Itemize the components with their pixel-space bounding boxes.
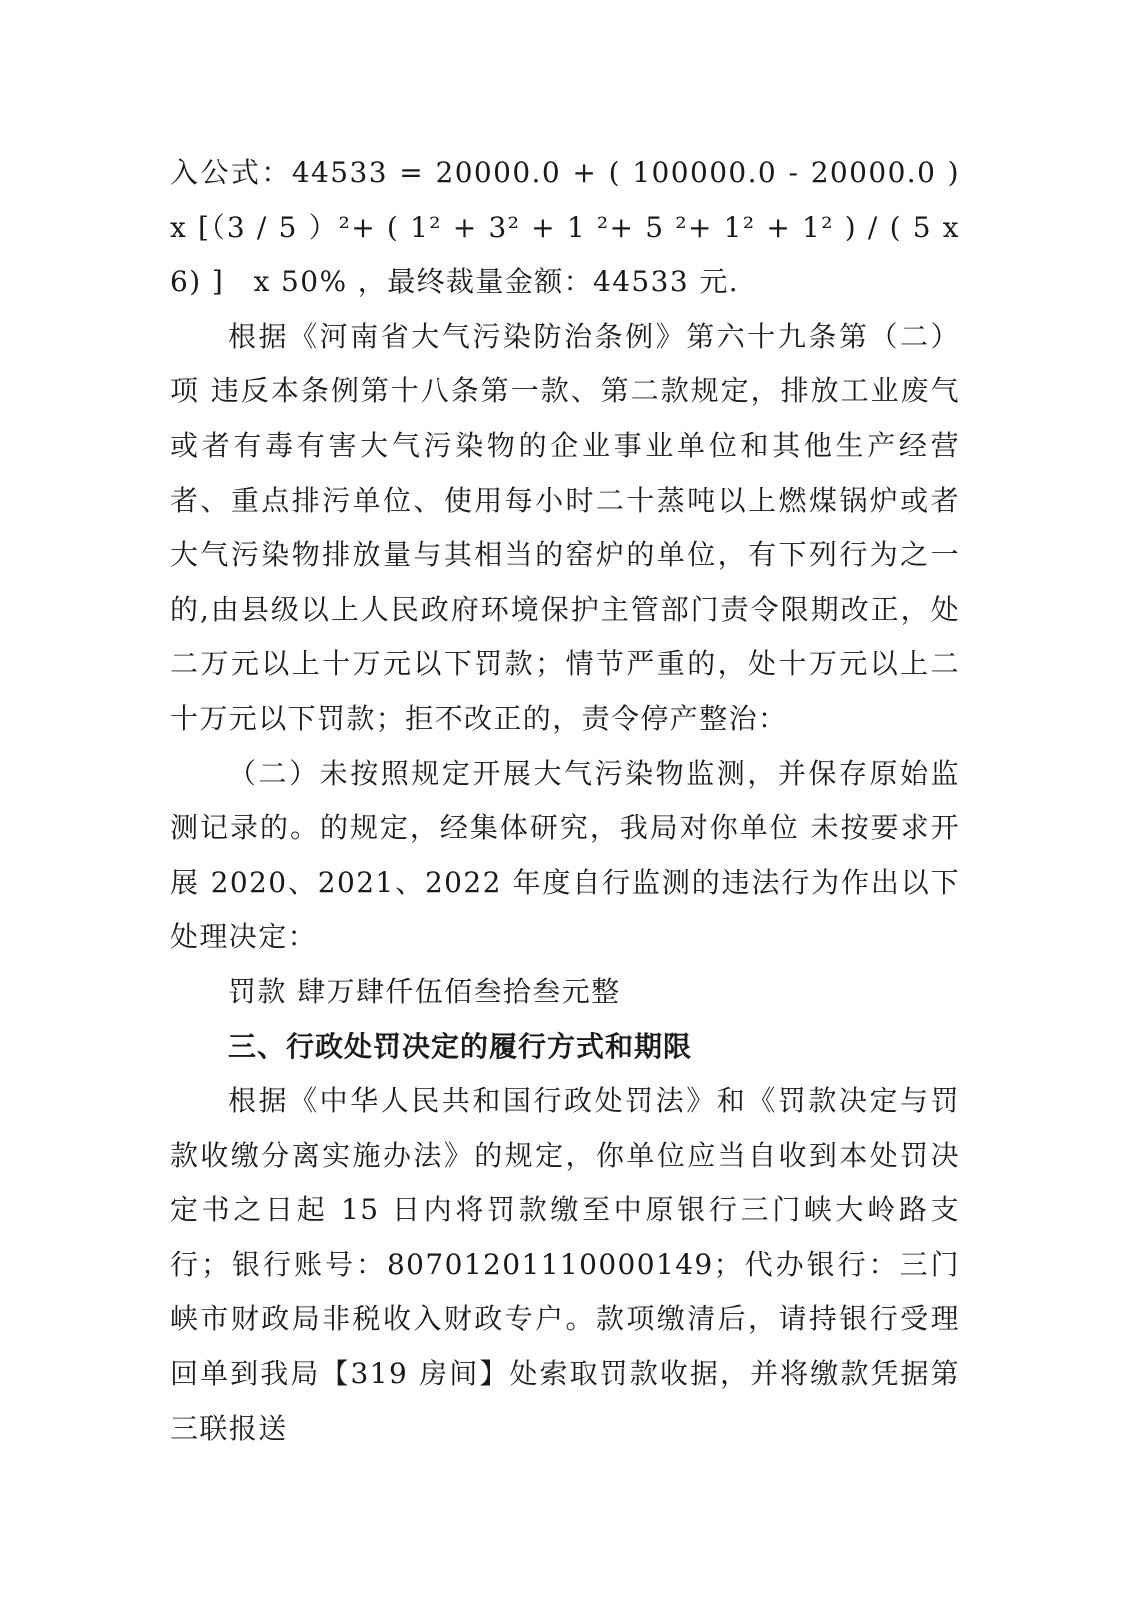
document-body: [170, 146, 960, 1456]
legal-basis-paragraph: 根据《河南省大气污染防治条例》第六十九条第（二）项 违反本条例第十八条第一款、第二款规定，排放工业废气或者有毒有害大气污染物的企业事业单位和其他生产经营者、重点排污单位、使用每小时二十蒸吨以上燃煤锅炉或者大气污染物排放量与其相当的窑炉的单位，有下列行为之一的,由县级以上人民政府环境保护主管部门责令限期改正，处二万元以上十万元以下罚款；情节严重的，处十万元以上二十万元以下罚款；拒不改正的，责令停产整治：: [170, 319, 960, 735]
fine-amount-paragraph: 罚款 肆万肆仟伍佰叁拾叁元整: [228, 974, 621, 1008]
payment-paragraph: 根据《中华人民共和国行政处罚法》和《罚款决定与罚款收缴分离实施办法》的规定，你单位应当自收到本处罚决定书之日起 15 日内将罚款缴至中原银行三门峡大岭路支行；银行账号：80701201110000149；代办银行：三门峡市财政局非税收入财政专户。款项缴清后，请持银行受理回单到我局【319 房间】处索取罚款收据，并将缴款凭据第三联报送: [170, 1084, 960, 1445]
formula-paragraph: 入公式：44533 = 20000.0 + ( 100000.0 - 20000.0 ) x [（3 / 5 ）²+ ( 1² + 3² + 1 ²+ 5 ²+ 1² + 1² ) / ( 5 x 6) ] x 50% ，最终裁量金额：44533 元.: [170, 156, 960, 299]
section-heading: 三、行政处罚决定的履行方式和期限: [228, 1029, 693, 1063]
item-two-paragraph: （二）未按照规定开展大气污染物监测，并保存原始监测记录的。的规定，经集体研究，我局对你单位 未按要求开展 2020、2021、2022 年度自行监测的违法行为作出以下处理决定：: [170, 756, 960, 954]
